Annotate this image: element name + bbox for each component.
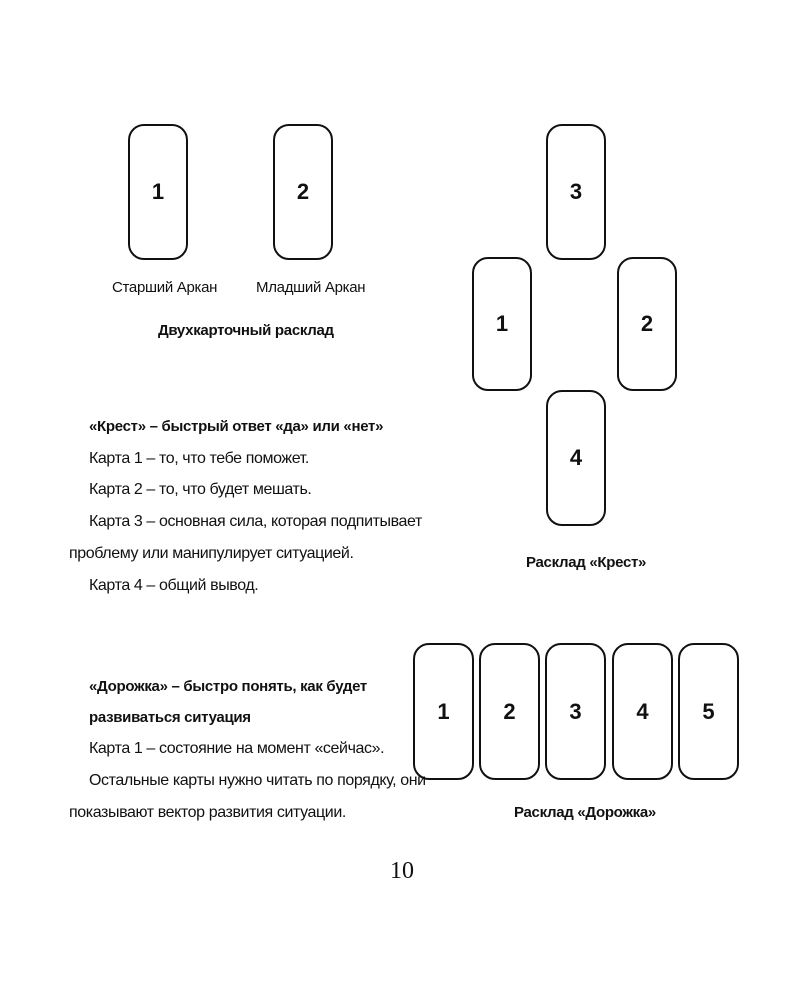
cross-card-3: 3 [546,124,606,260]
path-card-3: 3 [545,643,606,780]
path-heading-line-1: «Дорожка» – быстро понять, как будет [89,678,367,695]
cross-line-4: проблему или манипулирует ситуацией. [69,545,354,562]
two-card-card-2: 2 [273,124,333,260]
path-line-1: Карта 1 – состояние на момент «сейчас». [89,740,385,757]
path-card-4: 4 [612,643,673,780]
cross-card-4: 4 [546,390,606,526]
page-number: 10 [390,858,414,884]
path-card-5: 5 [678,643,739,780]
cross-title: Расклад «Крест» [526,554,647,571]
two-card-card-1: 1 [128,124,188,260]
cross-line-2: Карта 2 – то, что будет мешать. [89,481,312,498]
path-card-2: 2 [479,643,540,780]
cross-line-3: Карта 3 – основная сила, которая подпитывает [89,513,422,530]
cross-line-1: Карта 1 – то, что тебе поможет. [89,450,309,467]
path-title: Расклад «Дорожка» [514,804,656,821]
minor-arcana-label: Младший Аркан [256,279,366,296]
major-arcana-label: Старший Аркан [112,279,218,296]
path-line-3: показывают вектор развития ситуации. [69,804,346,821]
cross-card-2: 2 [617,257,677,391]
two-card-title: Двухкарточный расклад [158,322,334,339]
path-card-1: 1 [413,643,474,780]
cross-line-5: Карта 4 – общий вывод. [89,577,259,594]
path-heading-line-2: развиваться ситуация [89,709,251,726]
cross-heading: «Крест» – быстрый ответ «да» или «нет» [89,418,384,435]
cross-card-1: 1 [472,257,532,391]
path-line-2: Остальные карты нужно читать по порядку, они [89,772,426,789]
